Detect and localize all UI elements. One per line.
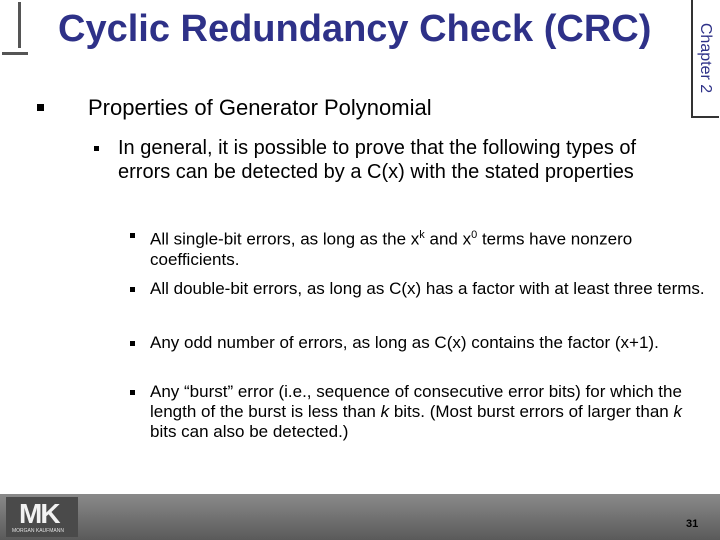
slide-title: Cyclic Redundancy Check (CRC) [58, 8, 652, 50]
bullet-square-icon [130, 233, 135, 238]
bullet-level1: Properties of Generator Polynomial [88, 95, 432, 120]
burst-text-b: bits. (Most burst errors of larger than [389, 402, 674, 421]
burst-text-c: bits can also be detected.) [150, 422, 349, 441]
chapter-label: Chapter 2 [697, 22, 714, 94]
bullet-square-icon [94, 146, 99, 151]
corner-line-horizontal [2, 52, 28, 55]
single-bit-text-b: and x [424, 229, 472, 249]
bullet-level3-burst [150, 382, 710, 442]
bullet-square-icon [130, 390, 135, 395]
bullet-level3-odd-errors: Any odd number of errors, as long as C(x) contains the factor (x+1). [150, 333, 659, 352]
logo-subtext: MORGAN KAUFMANN [12, 528, 64, 534]
corner-line-vertical [18, 2, 21, 48]
footer-bar [0, 494, 720, 540]
bullet-level3-double-bit: All double-bit errors, as long as C(x) has a factor with at least three terms. [150, 279, 705, 298]
bullet-square-icon [130, 287, 135, 292]
bullet-level2: In general, it is possible to prove that the following types of errors can be detected by a C(x) with the stated properties [118, 137, 637, 183]
superscript-k: k [419, 229, 425, 241]
single-bit-text-a: All single-bit errors, as long as the x [150, 229, 420, 249]
burst-k-2: k [673, 402, 682, 421]
publisher-logo [6, 497, 78, 537]
bullet-level3-single-bit [150, 225, 710, 270]
superscript-0: 0 [471, 229, 478, 241]
single-bit-text-c: terms have nonzero coefficients. [150, 229, 633, 269]
bullet-square-icon [130, 341, 135, 346]
burst-text-a: Any “burst” error (i.e., sequence of consecutive error bits) for which the length of the burst is less than [150, 382, 682, 421]
bullet-square-icon [37, 104, 44, 111]
logo-mk-text: MK [19, 498, 59, 529]
page-number: 31 [686, 518, 699, 530]
burst-k-1: k [380, 402, 390, 421]
